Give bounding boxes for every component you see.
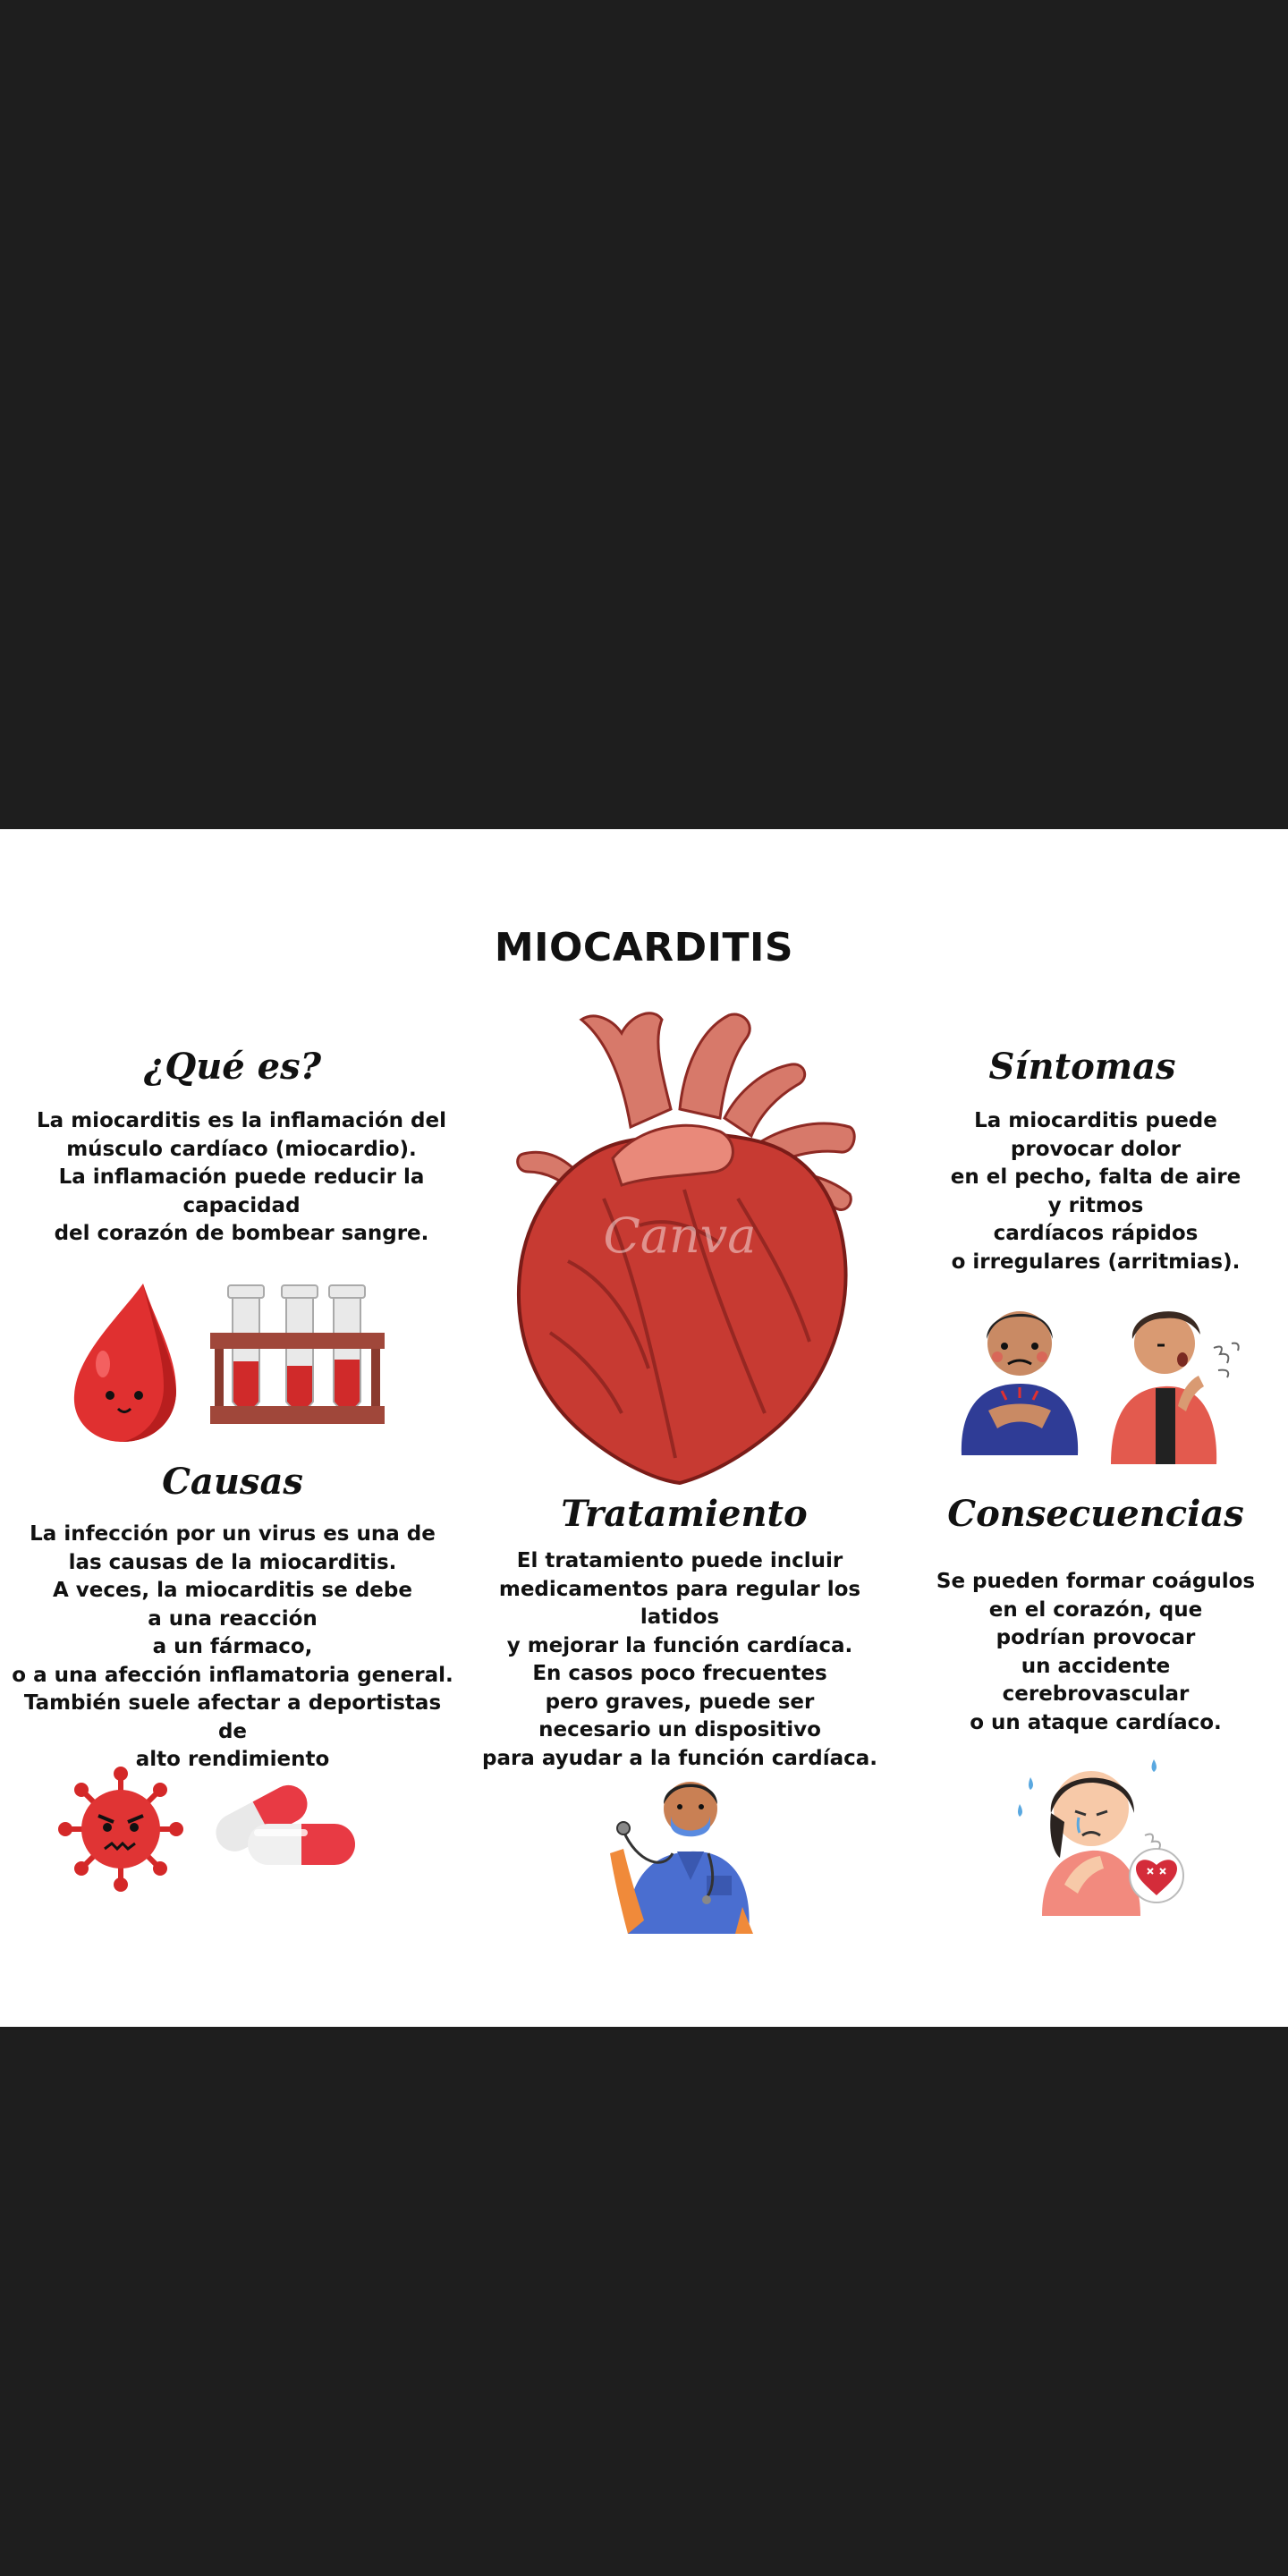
tratamiento-heading: Tratamiento	[561, 1493, 808, 1535]
que-es-text: La miocarditis es la inflamación del músculo cardíaco (miocardio). La inflamación puede reducir la capacidad del corazón de bombear sangre.	[37, 1109, 446, 1245]
causas-text: La infección por un virus es una de las causas de la miocarditis. A veces, la miocarditis se debe a una reacción a un fármaco, o a una afección inflamatoria general. También suele afectar a deportistas de alto rendimiento	[12, 1522, 453, 1771]
consecuencias-heading: Consecuencias	[947, 1493, 1244, 1535]
sad-woman-heart-illustration	[1011, 1750, 1190, 1920]
pill-capsules-illustration	[199, 1777, 360, 1871]
infographic-slide	[0, 829, 1288, 2027]
sick-person-chest-pain-illustration	[953, 1294, 1087, 1460]
doctor-stethoscope-illustration	[601, 1764, 775, 1934]
sintomas-text: La miocarditis puede provocar dolor en el pecho, falta de aire y ritmos cardíacos rápidos o irregulares (arritmias).	[950, 1109, 1241, 1274]
que-es-heading: ¿Qué es?	[143, 1046, 322, 1088]
test-tubes-rack-illustration	[206, 1281, 389, 1428]
canva-watermark: Canva	[603, 1208, 757, 1264]
heart-anatomy-illustration	[496, 993, 863, 1485]
blood-drop-illustration	[67, 1279, 183, 1445]
virus-illustration	[58, 1767, 183, 1892]
causas-heading: Causas	[162, 1461, 303, 1503]
person-short-of-breath-illustration	[1093, 1290, 1250, 1469]
tratamiento-text: El tratamiento puede incluir medicamentos para regular los latidos y mejorar la función cardíaca. En casos poco frecuentes pero graves, puede ser necesario un dispositivo para ayudar a la función cardíaca.	[481, 1549, 878, 1770]
page-title: MIOCARDITIS	[494, 925, 794, 970]
consecuencias-text: Se pueden formar coágulos en el corazón, que podrían provocar un accidente cerebrovascular o un ataque cardíaco.	[936, 1570, 1256, 1734]
sintomas-heading: Síntomas	[988, 1046, 1176, 1088]
